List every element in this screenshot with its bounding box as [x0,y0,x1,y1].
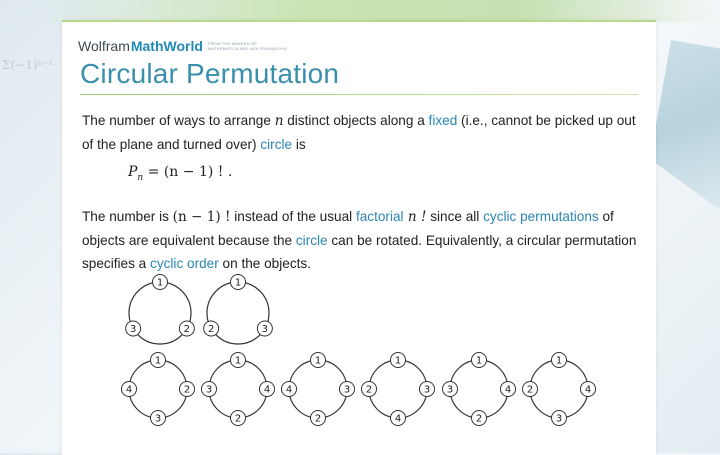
diagram-ring [450,360,508,418]
background-formula: Σ(−1)ᵏ⁻¹ [2,58,54,72]
formula-lhs: P [128,164,138,180]
text: since all [426,209,484,224]
brand-name-wolfram: Wolfram [78,38,130,54]
diagram-four-objects [282,353,355,426]
diagram-bottom-label: 2 [314,413,322,425]
diagram-top-label: 1 [475,355,483,367]
link-factorial[interactable]: factorial [355,209,404,224]
diagram-right-label: 3 [423,384,431,396]
link-cyclic-order[interactable]: cyclic order [150,256,219,271]
text: (i.e., cannot be picked up out of the plane and turned over) [82,113,636,152]
diagram-three-objects [126,275,195,345]
diagram-left-label: 3 [129,324,137,336]
text: The number of ways to arrange [82,113,275,128]
article-card [62,20,656,455]
diagram-right-label: 3 [343,384,351,396]
diagram-top-label: 1 [394,355,402,367]
diagram-bottom-label: 4 [394,413,402,425]
diagram-top-label: 1 [314,355,322,367]
diagram-right-label: 2 [183,384,191,396]
formula-subscript: n [137,172,144,183]
link-circle[interactable]: circle [260,137,293,152]
text: can be rotated. Equivalently, a circular permutation specifies a [82,233,637,271]
diagram-left-label: 2 [207,324,215,336]
diagram-top-label: 1 [555,355,563,367]
diagram-top-label: 1 [154,355,162,367]
diagram-bottom-label: 3 [555,413,563,425]
diagram-left-label: 4 [125,384,133,396]
diagram-left-label: 2 [526,384,534,396]
diagram-left-label: 3 [205,384,213,396]
math-n-minus-1-factorial: (n − 1) ! [172,209,231,225]
diagram-ring [369,360,427,418]
diagram-bottom-label: 2 [234,413,242,425]
diagram-top-label: 1 [156,277,164,289]
page-title: Circular Permutation [80,58,340,89]
diagram-right-label: 4 [584,384,592,396]
text: distinct objects along a [283,113,429,128]
brand-name-mathworld: MathWorld [130,38,203,54]
diagram-right-label: 2 [183,324,191,336]
diagram-four-objects [362,353,435,426]
background-shape [650,40,720,210]
diagram-ring [289,360,347,418]
diagram-right-label: 4 [263,384,271,396]
diagram-four-objects [202,353,275,426]
link-circle-2[interactable]: circle [295,233,328,248]
text: is [292,137,306,152]
diagram-bottom-label: 3 [154,413,162,425]
diagram-four-objects [443,353,516,426]
text: of objects are equivalent because the [82,209,614,248]
diagram-ring [530,360,588,418]
diagram-bottom-label: 2 [475,413,483,425]
text: on the objects. [218,256,311,271]
diagram-four-objects [523,353,596,426]
diagram-top-label: 1 [234,355,242,367]
link-fixed[interactable]: fixed [428,113,458,128]
diagram-left-label: 4 [285,384,293,396]
link-cyclic-permutations[interactable]: cyclic permutations [483,209,599,224]
diagram-right-label: 3 [261,324,269,336]
circular-permutation-diagrams [62,22,656,455]
text: The number is [82,209,173,224]
diagram-four-objects [122,353,195,426]
text: instead of the usual [230,209,356,224]
diagram-top-label: 1 [234,277,242,289]
diagram-ring [209,360,267,418]
math-n: n [274,113,284,129]
diagram-ring [129,360,187,418]
brand-tagline: FROM THE MAKERS OF MATHEMATICA AND WOLFRAM|ALPHA [207,41,288,51]
diagram-right-label: 4 [504,384,512,396]
diagram-ring [129,282,191,344]
formula-rhs: = (n − 1) ! . [143,164,233,180]
diagram-left-label: 3 [446,384,454,396]
diagram-left-label: 2 [365,384,373,396]
diagram-three-objects [204,275,273,345]
math-n-factorial: n ! [403,209,427,225]
header-band [40,0,720,22]
diagram-ring [207,282,269,344]
